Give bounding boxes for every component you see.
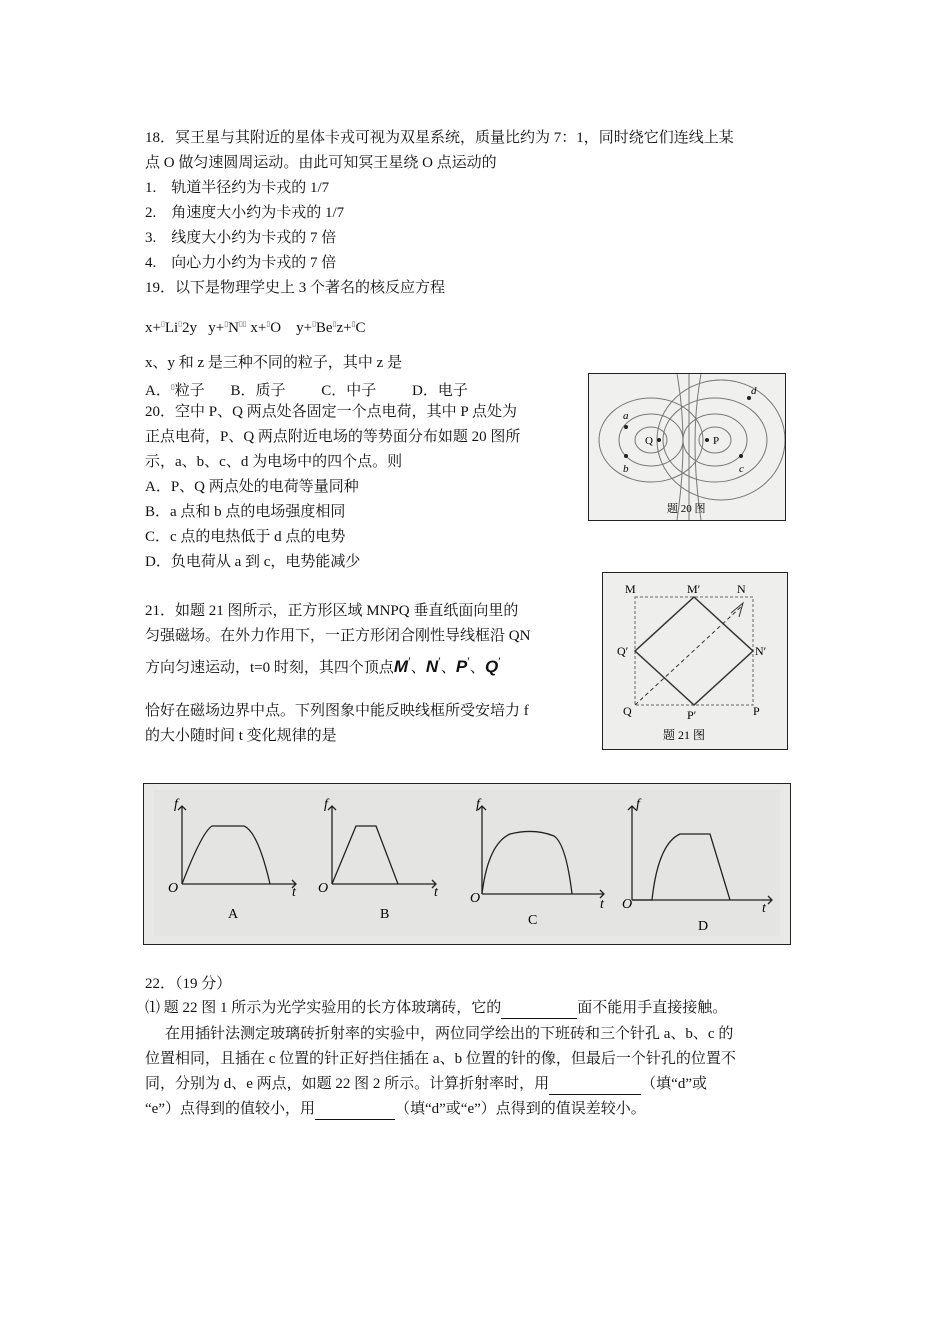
q22-head: 22．（19 分） [145, 976, 232, 992]
q21-line3: 方向匀速运动，t=0 时刻，其四个顶点M′、N′、P′、Q′ [145, 655, 501, 676]
eq-text: C [355, 320, 366, 336]
q22-p1-text: 面不能用手直接接触。 [577, 1000, 728, 1016]
q20-line: 示，a、b、c、d 为电场中的四个点。则 [145, 454, 403, 470]
q22-p4-text: 同，分别为 d、e 两点，如题 22 图 2 所示。计算折射率时，用 [145, 1076, 550, 1092]
option-d: D．电子 [412, 383, 468, 399]
axis-t: t [762, 901, 766, 916]
sep: 、 [440, 660, 456, 676]
q21-line5: 的大小随时间 t 变化规律的是 [145, 728, 337, 744]
figure-21-graphs [143, 783, 791, 945]
q22-p1 [145, 998, 727, 1019]
axis-t: t [434, 885, 438, 900]
vertex-p: P [455, 657, 468, 676]
option-a-text: 粒子 [174, 383, 205, 399]
label-m: M [625, 582, 636, 596]
label-c: c [739, 463, 744, 475]
q18-option: 2. 角速度大小约为卡戎的 1/7 [145, 205, 345, 221]
graph-d-label: D [698, 919, 709, 934]
axis-origin: O [470, 891, 481, 906]
label-m-prime: M′ [687, 582, 701, 596]
axis-f: f [476, 797, 480, 812]
axis-f: f [636, 797, 640, 812]
label-b: b [623, 463, 629, 475]
eq-text: x+ [250, 320, 267, 336]
figure-21-caption: 题 21 图 [663, 728, 706, 742]
eq-text: O [270, 320, 282, 336]
q19-options: A．▯粒子 B．质子 C．中子 D．电子 [145, 383, 468, 399]
q19-stem: 19．以下是物理学史上 3 个著名的核反应方程 [145, 280, 446, 296]
q22-p5-text: “e”）点得到的值较小，用 [145, 1101, 315, 1117]
sep: 、 [469, 660, 485, 676]
q20-option: D．负电荷从 a 到 c，电势能减少 [145, 554, 361, 570]
axis-f: f [324, 797, 328, 812]
q19-equations: x+▯Li▯2y y+▯N▯▯ x+▯O y+▯Be▯z+▯C [145, 320, 366, 336]
label-q: Q [623, 704, 632, 718]
q19-line2: x、y 和 z 是三种不同的粒子，其中 z 是 [145, 355, 403, 371]
q18-stem-2: 点 O 做匀速圆周运动。由此可知冥王星绕 O 点运动的 [145, 155, 497, 171]
q21-line2: 匀强磁场。在外力作用下，一正方形闭合刚性导线框沿 QN [145, 628, 531, 644]
q20-line: 正点电荷，P、Q 两点附近电场的等势面分布如题 20 图所 [145, 429, 521, 445]
label-p-prime: P′ [687, 708, 697, 722]
q20-option: B．a 点和 b 点的电场强度相同 [145, 504, 346, 520]
answer-blank[interactable] [501, 998, 577, 1019]
q22-p5-text: （填“d”或“e”）点得到的值误差较小。 [394, 1101, 646, 1117]
graph-a-label: A [228, 907, 239, 922]
eq-text: N [228, 320, 239, 336]
label-q: Q [645, 435, 653, 447]
vertex-m: M [393, 657, 409, 676]
graph-c-label: C [528, 913, 538, 928]
q20-option: A．P、Q 两点处的电荷等量同种 [145, 479, 359, 495]
figure-21 [602, 572, 788, 750]
label-q-prime: Q′ [617, 644, 629, 658]
q22-p5 [145, 1099, 646, 1120]
q18-option: 3. 线度大小约为卡戎的 7 倍 [145, 230, 337, 246]
q20-option: C．c 点的电热低于 d 点的电势 [145, 529, 346, 545]
q22-p4 [145, 1074, 707, 1095]
label-p: P [753, 704, 760, 718]
axis-f: f [174, 797, 178, 812]
label-a: a [623, 410, 629, 422]
axis-t: t [600, 897, 604, 912]
axis-origin: O [168, 881, 179, 896]
label-d: d [751, 385, 757, 397]
q21-line3-text: 方向匀速运动，t=0 时刻，其四个顶点 [145, 660, 394, 676]
q18-stem-1: 18．冥王星与其附近的星体卡戎可视为双星系统，质量比约为 7：1，同时绕它们连线上某 [145, 130, 734, 146]
q18-option: 1. 轨道半径约为卡戎的 1/7 [145, 180, 330, 196]
vertex-q: Q [484, 657, 499, 676]
q22-p2: 在用插针法测定玻璃砖折射率的实验中，两位同学绘出的下班砖和三个针孔 a、b、c 的 [165, 1026, 734, 1042]
axis-t: t [292, 885, 296, 900]
option-c: C．中子 [321, 383, 377, 399]
answer-blank[interactable] [315, 1099, 395, 1120]
q18-option: 4. 向心力小约为卡戎的 7 倍 [145, 255, 337, 271]
axis-origin: O [318, 881, 329, 896]
q21-line1: 21．如题 21 图所示，正方形区域 MNPQ 垂直纸面向里的 [145, 603, 519, 619]
option-b: B．质子 [230, 383, 286, 399]
answer-blank[interactable] [549, 1074, 641, 1095]
axis-origin: O [622, 897, 633, 912]
eq-text: x+ [145, 320, 161, 336]
label-n-prime: N′ [755, 644, 767, 658]
vertex-n: N [425, 657, 439, 676]
q22-p4-text: （填“d”或 [641, 1076, 707, 1092]
label-n: N [737, 582, 746, 596]
eq-text: 2y [182, 320, 198, 336]
sep: 、 [410, 660, 426, 676]
q21-line4: 恰好在磁场边界中点。下列图象中能反映线框所受安培力 f [145, 703, 529, 719]
eq-text: y+ [296, 320, 313, 336]
figure-20 [588, 373, 786, 521]
q22-p3: 位置相同，且插在 c 位置的针正好挡住插在 a、b 位置的针的像，但最后一个针孔的位置不 [145, 1051, 736, 1067]
graph-b-label: B [380, 907, 390, 922]
eq-text: Li [164, 320, 179, 336]
option-a: A． [145, 383, 171, 399]
eq-text: y+ [208, 320, 225, 336]
label-p: P [713, 435, 720, 447]
q20-line: 20．空中 P、Q 两点处各固定一个点电荷，其中 P 点处为 [145, 404, 517, 420]
eq-text: z+ [336, 320, 352, 336]
q22-p1-text: ⑴ 题 22 图 1 所示为光学实验用的长方体玻璃砖，它的 [145, 1000, 502, 1016]
figure-20-caption: 题 20 图 [667, 503, 706, 515]
eq-text: Be [315, 320, 333, 336]
